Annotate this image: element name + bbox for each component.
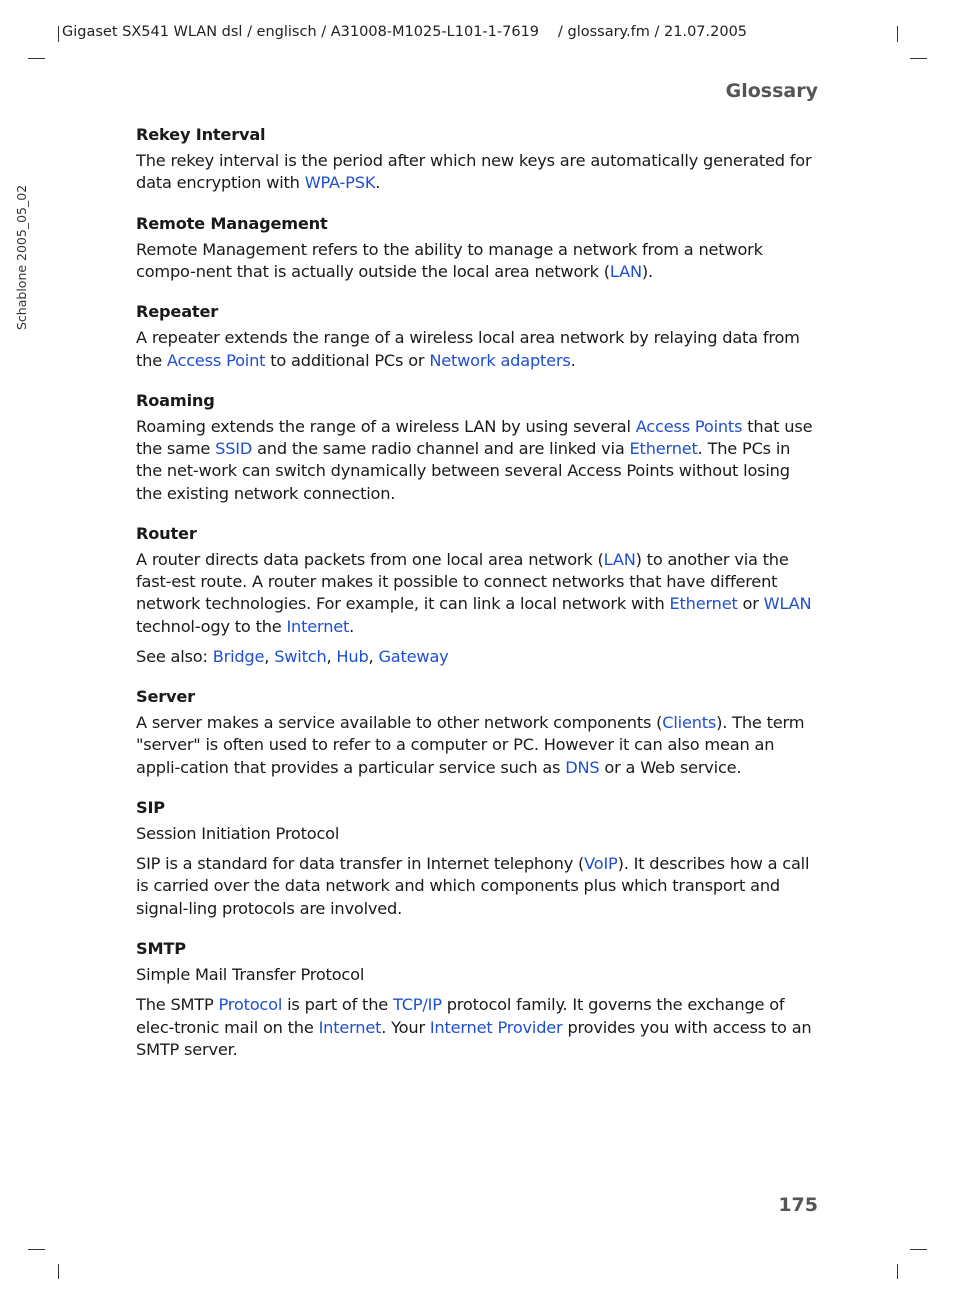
cross-reference-link[interactable]: Gateway <box>378 646 449 666</box>
cross-reference-link[interactable]: SSID <box>215 439 253 459</box>
glossary-term: SIP <box>136 797 165 817</box>
definition-text: ). <box>641 262 653 282</box>
cross-reference-link[interactable]: Internet Provider <box>429 1017 563 1037</box>
cross-reference-link[interactable]: VoIP <box>584 854 618 874</box>
cross-reference-link[interactable]: Switch <box>274 646 327 666</box>
cross-reference-link[interactable]: DNS <box>565 757 600 777</box>
cross-reference-link[interactable]: Access Points <box>635 417 743 437</box>
definition-text: Simple Mail Transfer Protocol <box>136 965 365 985</box>
definition-text: Session Initiation Protocol <box>136 824 340 844</box>
definition-text: that use the same <box>136 417 813 459</box>
definition-text: A router directs data packets from one local area network ( <box>136 550 604 570</box>
glossary-term: Roaming <box>136 390 215 410</box>
definition-text: ) to another via the fast-est route. A router makes it possible to connect networks that have different network technologies. For example, it can link a local network with <box>136 550 789 614</box>
glossary-term: Server <box>136 687 195 707</box>
cross-reference-link[interactable]: Internet <box>318 1017 382 1037</box>
crop-mark-bottom-right <box>910 1249 927 1250</box>
glossary-term: Remote Management <box>136 213 328 233</box>
cross-reference-link[interactable]: Network adapters <box>429 350 571 370</box>
cross-reference-link[interactable]: Hub <box>336 646 369 666</box>
definition-text: The rekey interval is the period after which new keys are automatically generated for data encryption with <box>136 151 812 193</box>
definition-text: The SMTP <box>136 995 219 1015</box>
definition-paragraph <box>136 239 820 283</box>
definition-paragraph <box>136 994 820 1061</box>
definition-text: or a Web service. <box>599 757 742 777</box>
definition-text: to additional PCs or <box>265 350 430 370</box>
glossary-term: Router <box>136 523 197 543</box>
page-number: 175 <box>778 1194 818 1216</box>
definition-text: , <box>368 646 379 666</box>
definition-text: A repeater extends the range of a wireless local area network by relaying data from the <box>136 328 800 370</box>
cross-reference-link[interactable]: LAN <box>603 550 636 570</box>
definition-text: is part of the <box>282 995 393 1015</box>
definition-paragraph <box>136 416 820 505</box>
header-bar-left <box>58 26 59 42</box>
glossary-term: Rekey Interval <box>136 125 266 144</box>
definition-text: or <box>737 594 764 614</box>
glossary-content <box>136 124 820 1061</box>
definition-paragraph <box>136 823 820 845</box>
definition-text: . <box>349 616 355 636</box>
cross-reference-link[interactable]: LAN <box>609 262 642 282</box>
crop-mark-top-left <box>28 58 45 59</box>
definition-paragraph <box>136 964 820 986</box>
cross-reference-link[interactable]: WPA-PSK <box>304 173 376 193</box>
definition-text: . <box>375 173 381 193</box>
definition-text: provides you with access to an SMTP server. <box>136 1017 812 1059</box>
glossary-term: Repeater <box>136 302 219 322</box>
crop-mark-top-right <box>910 58 927 59</box>
cross-reference-link[interactable]: Access Point <box>166 350 266 370</box>
definition-paragraph <box>136 549 820 638</box>
crop-mark-bottom-left <box>28 1249 45 1250</box>
cross-reference-link[interactable]: TCP/IP <box>392 995 442 1015</box>
cross-reference-link[interactable]: Clients <box>662 713 717 733</box>
cross-reference-link[interactable]: Protocol <box>218 995 283 1015</box>
definition-text: technol-ogy to the <box>136 616 287 636</box>
crop-mark-bottom-left-vertical <box>58 1264 59 1279</box>
definition-text: SIP is a standard for data transfer in Internet telephony ( <box>136 854 585 874</box>
glossary-term: SMTP <box>136 938 186 958</box>
cross-reference-link[interactable]: Ethernet <box>629 439 698 459</box>
definition-paragraph <box>136 853 820 920</box>
definition-text: A server makes a service available to other network components ( <box>136 713 663 733</box>
header-file-date: / glossary.fm / 21.07.2005 <box>558 24 748 40</box>
definition-paragraph <box>136 712 820 779</box>
cross-reference-link[interactable]: Bridge <box>212 646 265 666</box>
definition-text: Roaming extends the range of a wireless LAN by using several <box>136 417 636 437</box>
template-side-label: Schablone 2005_05_02 <box>14 184 29 330</box>
definition-text: . <box>570 350 576 370</box>
definition-text: Remote Management refers to the ability to manage a network from a network compo-nent that is actually outside the local area network ( <box>136 239 763 282</box>
header-bar-right <box>897 26 898 42</box>
definition-text: , <box>264 646 275 666</box>
definition-text: . The PCs in the net-work can switch dynamically between several Access Points without losing the existing network connection. <box>136 439 791 503</box>
definition-text: and the same radio channel and are linked via <box>252 439 630 459</box>
section-title: Glossary <box>725 80 818 102</box>
definition-text: ). It describes how a call is carried over the data network and which components plus which transport and signal-ling protocols are involved. <box>136 854 810 918</box>
definition-text: , <box>326 646 337 666</box>
cross-reference-link[interactable]: Ethernet <box>669 594 738 614</box>
header-document-info: Gigaset SX541 WLAN dsl / englisch / A31008-M1025-L101-1-7619 <box>62 24 540 40</box>
definition-paragraph <box>136 646 820 668</box>
definition-paragraph <box>136 327 820 371</box>
crop-mark-bottom-right-vertical <box>897 1264 898 1279</box>
definition-paragraph <box>136 150 820 194</box>
cross-reference-link[interactable]: Internet <box>286 616 350 636</box>
definition-text: protocol family. It governs the exchange of elec-tronic mail on the <box>136 995 785 1037</box>
cross-reference-link[interactable]: WLAN <box>763 594 812 614</box>
definition-text: . Your <box>381 1017 430 1037</box>
definition-text: ). The term "server" is often used to refer to a computer or PC. However it can also mean an appli-cation that provides a particular service such as <box>136 713 805 777</box>
definition-text: See also: <box>136 646 213 666</box>
